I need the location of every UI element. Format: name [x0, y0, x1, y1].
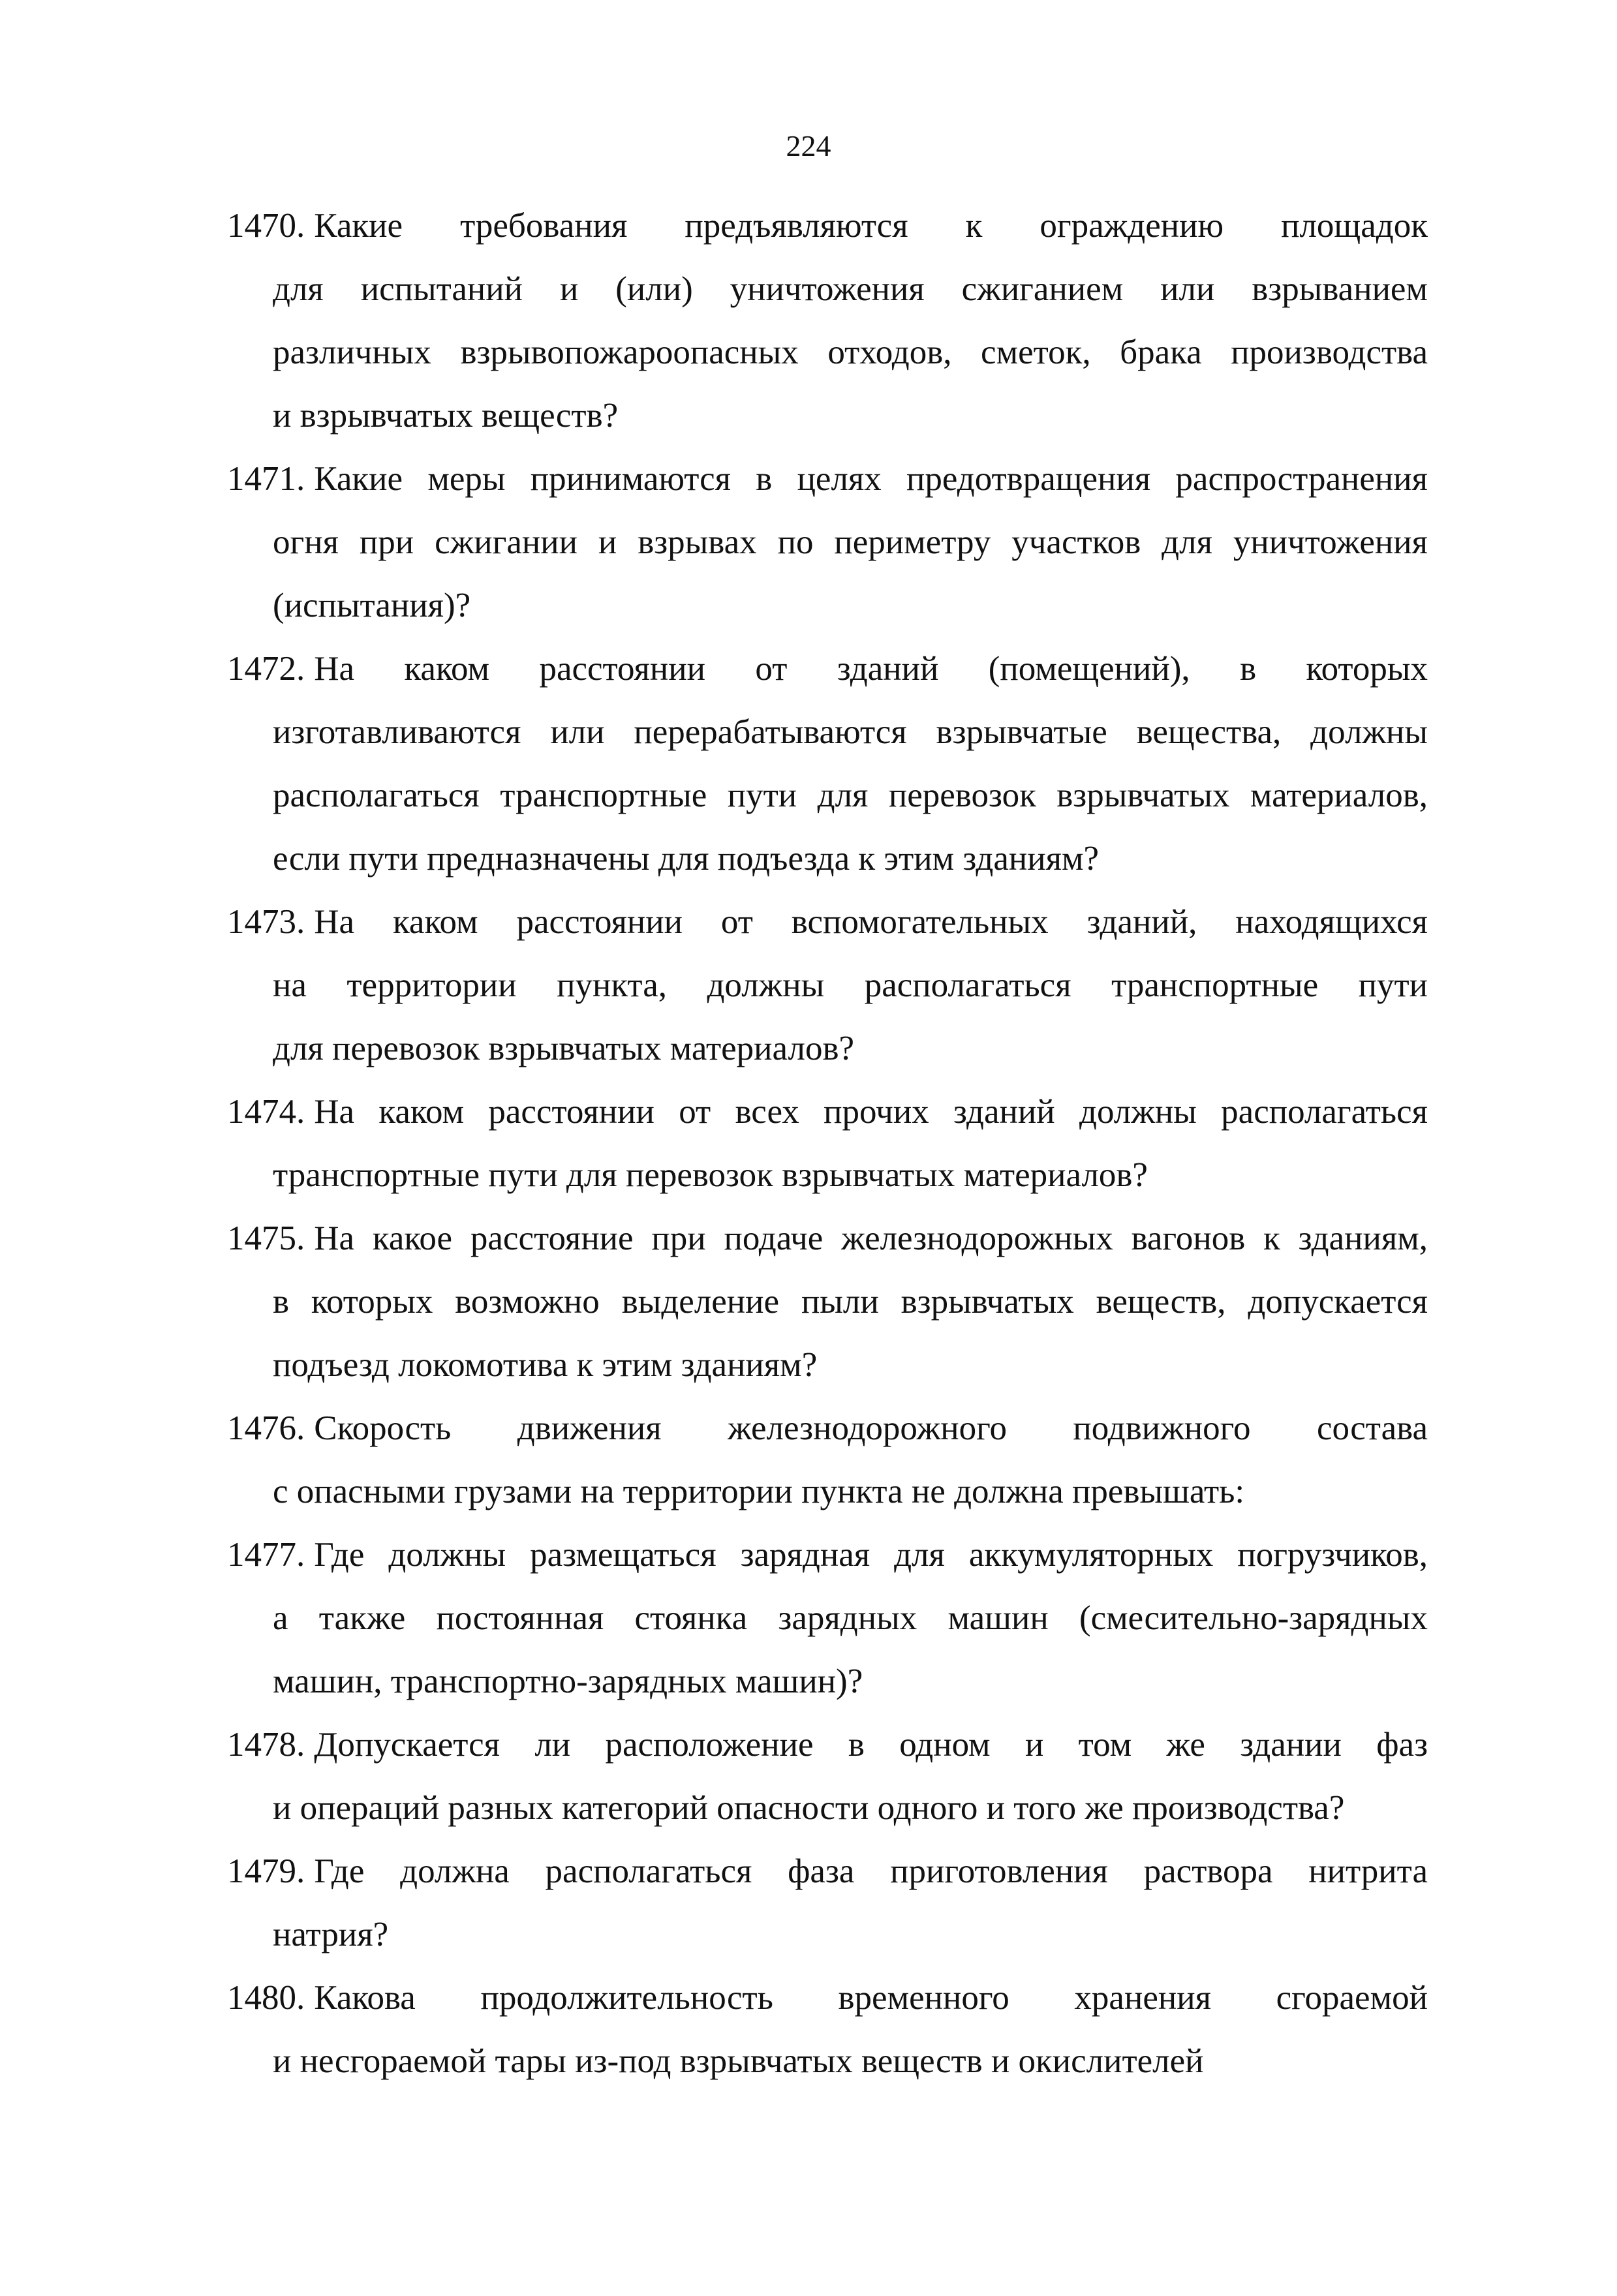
question-item: [227, 448, 1428, 637]
question-text-line: Допускается ли расположение в одном и том же здании фаз: [314, 1726, 1428, 1764]
question-item: [227, 1523, 1428, 1713]
question-number: 1470.: [227, 207, 305, 245]
question-text-line: Какова продолжительность временного хранения сгораемой: [314, 1979, 1428, 2017]
question-text-line: Где должна располагаться фаза приготовления раствора нитрита: [314, 1852, 1428, 1890]
question-text-line: различных взрывопожароопасных отходов, сметок, брака производства: [273, 333, 1428, 371]
question-text-line: Какие меры принимаются в целях предотвращения распространения: [314, 460, 1428, 498]
question-list: [227, 194, 1428, 2093]
question-item: [227, 1080, 1428, 1207]
question-item: [227, 637, 1428, 891]
question-text-line: На каком расстоянии от зданий (помещений), в которых: [314, 650, 1428, 688]
question-number: 1471.: [227, 460, 305, 498]
question-number: 1476.: [227, 1409, 305, 1447]
question-text-line: На каком расстоянии от вспомогательных зданий, находящихся: [314, 903, 1428, 941]
question-text-line: На какое расстояние при подаче железнодорожных вагонов к зданиям,: [314, 1219, 1428, 1257]
page-number: 224: [786, 129, 831, 162]
question-text-line: подъезд локомотива к этим зданиям?: [273, 1346, 818, 1384]
question-item: [227, 1840, 1428, 1967]
question-item: [227, 891, 1428, 1080]
question-text-line: (испытания)?: [273, 587, 471, 624]
question-text-line: а также постоянная стоянка зарядных машин (смесительно-зарядных: [273, 1599, 1428, 1637]
question-number: 1479.: [227, 1852, 305, 1890]
question-text-line: в которых возможно выделение пыли взрывчатых веществ, допускается: [273, 1283, 1428, 1321]
question-item: [227, 1397, 1428, 1523]
question-text-line: Где должны размещаться зарядная для аккумуляторных погрузчиков,: [314, 1536, 1428, 1574]
question-text-line: изготавливаются или перерабатываются взрывчатые вещества, должны: [273, 713, 1428, 751]
question-item: [227, 1967, 1428, 2093]
question-item: [227, 194, 1428, 448]
question-item: [227, 1713, 1428, 1840]
question-text-line: если пути предназначены для подъезда к этим зданиям?: [273, 840, 1100, 878]
question-number: 1475.: [227, 1219, 305, 1257]
question-text-line: На каком расстоянии от всех прочих зданий должны располагаться: [314, 1093, 1428, 1131]
question-text-line: на территории пункта, должны располагаться транспортные пути: [273, 966, 1428, 1004]
question-item: [227, 1207, 1428, 1397]
question-number: 1480.: [227, 1979, 305, 2017]
question-text-line: машин, транспортно-зарядных машин)?: [273, 1662, 863, 1700]
question-text-line: и несгораемой тары из-под взрывчатых веществ и окислителей: [273, 2042, 1204, 2080]
question-text-line: огня при сжигании и взрывах по периметру участков для уничтожения: [273, 523, 1428, 561]
question-text-line: с опасными грузами на территории пункта не должна превышать:: [273, 1473, 1245, 1510]
question-number: 1472.: [227, 650, 305, 688]
question-text-line: Какие требования предъявляются к ограждению площадок: [314, 207, 1428, 245]
question-number: 1478.: [227, 1726, 305, 1764]
question-text-line: Скорость движения железнодорожного подвижного состава: [314, 1409, 1428, 1447]
question-text-line: и операций разных категорий опасности одного и того же производства?: [273, 1789, 1345, 1827]
question-text-line: и взрывчатых веществ?: [273, 397, 619, 435]
question-text-line: для испытаний и (или) уничтожения сжиганием или взрыванием: [273, 270, 1428, 308]
question-number: 1474.: [227, 1093, 305, 1131]
question-text-line: располагаться транспортные пути для перевозок взрывчатых материалов,: [273, 776, 1428, 814]
question-number: 1473.: [227, 903, 305, 941]
question-text-line: для перевозок взрывчатых материалов?: [273, 1030, 855, 1067]
question-text-line: транспортные пути для перевозок взрывчатых материалов?: [273, 1156, 1148, 1194]
question-number: 1477.: [227, 1536, 305, 1574]
question-text-line: натрия?: [273, 1916, 389, 1953]
